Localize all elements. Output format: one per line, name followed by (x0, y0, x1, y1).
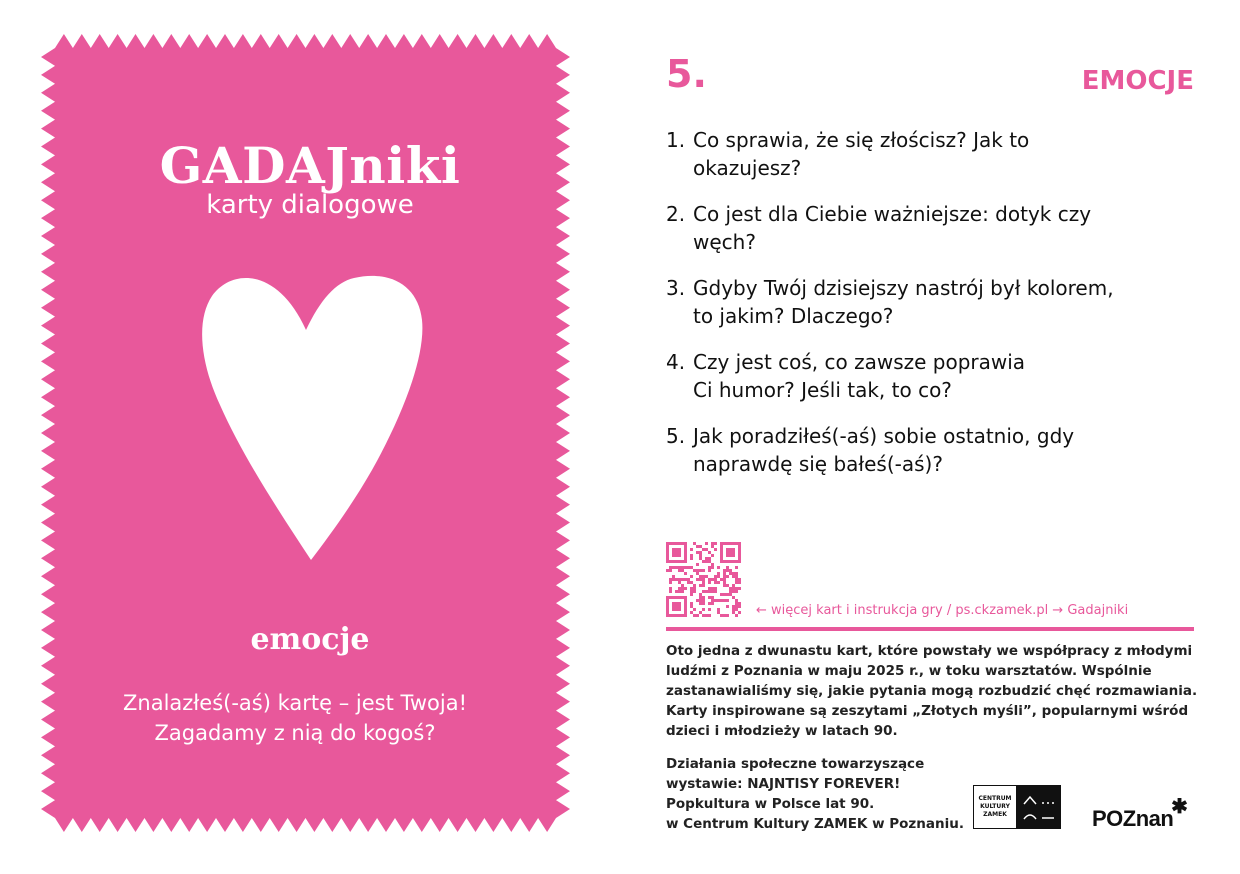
qr-module (732, 590, 735, 593)
qr-module (714, 578, 717, 581)
qr-module (675, 590, 678, 593)
qr-module (738, 581, 741, 584)
qr-module (690, 554, 693, 557)
qr-module (681, 584, 684, 587)
qr-module (702, 608, 705, 611)
qr-module (690, 548, 693, 551)
question-line: Czy jest coś, co zawsze poprawia (693, 350, 1026, 374)
qr-module (702, 575, 705, 578)
qr-module (684, 566, 687, 569)
question-line: Jak poradziłeś(-aś) sobie ostatnio, gdy (693, 424, 1075, 448)
qr-module (690, 557, 693, 560)
qr-module (699, 596, 702, 599)
qr-module (702, 569, 705, 572)
qr-module (726, 548, 735, 557)
qr-module (735, 599, 738, 602)
qr-module (720, 578, 723, 581)
exhibition-info (666, 754, 966, 834)
qr-module (714, 575, 717, 578)
qr-module (729, 569, 732, 572)
qr-module (732, 611, 735, 614)
qr-module (708, 569, 711, 572)
qr-module (672, 602, 681, 611)
qr-module (702, 560, 705, 563)
question-line: Gdyby Twój dzisiejszy nastrój był kolorem, (693, 276, 1114, 300)
qr-module (672, 578, 675, 581)
qr-module (705, 614, 708, 617)
qr-module (705, 542, 708, 545)
qr-module (711, 545, 714, 548)
qr-module (702, 596, 705, 599)
question-item (666, 126, 1206, 182)
card-subtitle: karty dialogowe (206, 190, 414, 220)
qr-module (735, 590, 738, 593)
card-title: GADAJniki (159, 136, 461, 195)
qr-module (681, 569, 684, 572)
card-number: 5. (666, 52, 707, 96)
question-number: 4. (666, 350, 686, 374)
qr-module (699, 554, 702, 557)
exhibition-line: Popkultura w Polsce lat 90. (666, 796, 875, 812)
qr-module (693, 587, 696, 590)
qr-module (723, 572, 726, 575)
qr-module (675, 566, 678, 569)
qr-module (690, 590, 693, 593)
qr-module (693, 542, 696, 545)
qr-module (702, 614, 705, 617)
qr-module (723, 569, 726, 572)
qr-module (699, 602, 702, 605)
qr-module (702, 581, 705, 584)
qr-module (672, 548, 681, 557)
qr-module (738, 602, 741, 605)
qr-module (717, 572, 720, 575)
qr-module (708, 578, 711, 581)
question-line: to jakim? Dlaczego? (693, 304, 894, 328)
qr-module (720, 593, 723, 596)
qr-module (696, 572, 699, 575)
qr-module (705, 560, 708, 563)
poznan-logo-text: POZnan (1092, 806, 1174, 831)
divider (666, 627, 1194, 631)
qr-module (708, 614, 711, 617)
qr-module (678, 569, 681, 572)
qr-module (708, 587, 711, 590)
category-heading: EMOCJE (1081, 66, 1194, 96)
qr-module (723, 614, 726, 617)
qr-module (669, 587, 672, 590)
qr-module (699, 545, 702, 548)
qr-module (705, 548, 708, 551)
qr-module (708, 602, 711, 605)
qr-module (717, 608, 720, 611)
qr-module (735, 572, 738, 575)
qr-module (735, 605, 738, 608)
qr-module (702, 578, 705, 581)
qr-module (717, 566, 720, 569)
question-item (666, 422, 1206, 478)
qr-module (735, 587, 738, 590)
qr-module (714, 542, 717, 545)
qr-module (711, 566, 714, 569)
qr-module (714, 581, 717, 584)
qr-module (723, 593, 726, 596)
description-line: dzieci i młodzieży w latach 90. (666, 723, 898, 739)
qr-module (693, 569, 696, 572)
qr-module (696, 563, 699, 566)
qr-module (708, 551, 711, 554)
qr-module (738, 578, 741, 581)
qr-module (708, 608, 711, 611)
qr-module (669, 569, 672, 572)
qr-module (717, 599, 720, 602)
qr-module (672, 566, 675, 569)
qr-module (735, 614, 738, 617)
qr-module (708, 581, 711, 584)
question-number: 5. (666, 424, 686, 448)
qr-module (684, 587, 687, 590)
qr-module (732, 587, 735, 590)
qr-module (726, 584, 729, 587)
qr-module (690, 593, 693, 596)
exhibition-line: Działania społeczne towarzyszące (666, 756, 925, 772)
qr-module (735, 602, 738, 605)
qr-module (681, 578, 684, 581)
qr-module (690, 566, 693, 569)
qr-module (714, 599, 717, 602)
qr-module (708, 560, 711, 563)
qr-module (690, 581, 693, 584)
qr-module (732, 572, 735, 575)
qr-module (678, 587, 681, 590)
qr-module (705, 575, 708, 578)
question-line: okazujesz? (693, 156, 802, 180)
qr-module (711, 596, 714, 599)
qr-module (669, 566, 672, 569)
qr-module (738, 587, 741, 590)
qr-module (735, 581, 738, 584)
qr-module (693, 590, 696, 593)
question-number: 3. (666, 276, 686, 300)
qr-module (693, 584, 696, 587)
qr-module (711, 587, 714, 590)
qr-module (675, 578, 678, 581)
qr-module (711, 542, 714, 545)
question-number: 2. (666, 202, 686, 226)
qr-module (708, 566, 711, 569)
qr-module (708, 557, 711, 560)
qr-module (714, 548, 717, 551)
qr-module (726, 566, 729, 569)
qr-module (738, 611, 741, 614)
qr-module (669, 578, 672, 581)
qr-module (666, 569, 669, 572)
qr-module (720, 614, 723, 617)
qr-module (672, 575, 675, 578)
description-line: zastanawialiśmy się, jakie pytania mogą rozbudzić chęć rozmawiania. (666, 683, 1198, 699)
qr-module (717, 611, 720, 614)
qr-module (699, 599, 702, 602)
qr-module (726, 593, 729, 596)
question-item (666, 200, 1206, 256)
qr-module (732, 596, 735, 599)
qr-module (705, 557, 708, 560)
qr-module (681, 590, 684, 593)
qr-module (711, 578, 714, 581)
qr-module (690, 587, 693, 590)
qr-module (723, 581, 726, 584)
qr-module (729, 593, 732, 596)
question-line: węch? (693, 230, 756, 254)
card-found-line: Zagadamy z nią do kogoś? (154, 721, 436, 745)
qr-module (684, 572, 687, 575)
qr-module (669, 590, 672, 593)
qr-module (735, 608, 738, 611)
qr-module (696, 614, 699, 617)
qr-module (708, 596, 711, 599)
qr-module (699, 551, 702, 554)
qr-module (699, 578, 702, 581)
qr-module (735, 578, 738, 581)
qr-module (726, 605, 729, 608)
qr-module (735, 575, 738, 578)
qr-module (732, 608, 735, 611)
qr-module (720, 599, 723, 602)
qr-module (696, 545, 699, 548)
qr-module (711, 554, 714, 557)
qr-module (711, 602, 714, 605)
qr-module (711, 590, 714, 593)
qr-module (687, 581, 690, 584)
qr-module (702, 599, 705, 602)
ckz-logo (973, 785, 1061, 829)
qr-module (717, 575, 720, 578)
ckz-logo-line: ZAMEK (983, 811, 1007, 818)
qr-module (678, 581, 681, 584)
qr-module (690, 611, 693, 614)
qr-module (693, 614, 696, 617)
qr-module (687, 566, 690, 569)
qr-module (681, 566, 684, 569)
question-number: 1. (666, 128, 686, 152)
qr-module (699, 569, 702, 572)
qr-module (699, 575, 702, 578)
qr-module (684, 578, 687, 581)
qr-module (729, 587, 732, 590)
qr-module (732, 575, 735, 578)
qr-module (702, 548, 705, 551)
question-item (666, 274, 1206, 330)
qr-module (726, 599, 729, 602)
qr-module (723, 584, 726, 587)
qr-module (723, 575, 726, 578)
qr-module (690, 602, 693, 605)
ckz-logo-line: CENTRUM (978, 795, 1012, 802)
qr-module (678, 566, 681, 569)
qr-code-icon[interactable] (666, 542, 744, 618)
qr-module (711, 599, 714, 602)
exhibition-line: wystawie: NAJNTISY FOREVER! (666, 776, 901, 792)
qr-module (705, 590, 708, 593)
ckz-logo-text (974, 786, 1016, 828)
star-icon: ✱ (1171, 796, 1188, 818)
question-list (666, 126, 1206, 496)
qr-module (732, 605, 735, 608)
qr-module (696, 569, 699, 572)
qr-module (726, 614, 729, 617)
qr-module (714, 587, 717, 590)
qr-module (699, 584, 702, 587)
qr-module (690, 605, 693, 608)
qr-module (696, 551, 699, 554)
ckz-logo-line: KULTURY (980, 803, 1010, 810)
description-line: ludźmi z Poznania w maju 2025 r., w toku warsztatów. Wspólnie (666, 663, 1152, 679)
castle-icon (1016, 786, 1060, 830)
qr-module (726, 575, 729, 578)
exhibition-line: w Centrum Kultury ZAMEK w Poznaniu. (666, 816, 964, 832)
question-line: naprawdę się bałeś(-aś)? (693, 452, 943, 476)
qr-module (717, 581, 720, 584)
qr-module (723, 599, 726, 602)
qr-module (714, 590, 717, 593)
description (666, 641, 1198, 741)
question-line: Ci humor? Jeśli tak, to co? (693, 378, 952, 402)
qr-module (690, 575, 693, 578)
qr-module (729, 572, 732, 575)
card-found-line: Znalazłeś(-aś) kartę – jest Twoja! (123, 691, 467, 715)
qr-module (681, 587, 684, 590)
qr-module (696, 599, 699, 602)
qr-module (699, 593, 702, 596)
qr-module (696, 578, 699, 581)
qr-module (678, 590, 681, 593)
qr-module (699, 611, 702, 614)
qr-module (702, 602, 705, 605)
qr-module (687, 578, 690, 581)
poznan-logo (1092, 796, 1188, 832)
qr-module (711, 563, 714, 566)
qr-module (699, 557, 702, 560)
question-item (666, 348, 1206, 404)
qr-module (702, 584, 705, 587)
qr-module (726, 569, 729, 572)
more-cards-link[interactable]: ← więcej kart i instrukcja gry / ps.ckzamek.pl → Gadajniki (756, 603, 1129, 618)
qr-module (678, 578, 681, 581)
qr-module (669, 581, 672, 584)
description-line: Karty inspirowane są zeszytami „Złotych myśli”, popularnymi wśród (666, 703, 1189, 719)
qr-module (738, 605, 741, 608)
qr-module (702, 590, 705, 593)
question-line: Co sprawia, że się złościsz? Jak to (693, 128, 1030, 152)
question-line: Co jest dla Ciebie ważniejsze: dotyk czy (693, 202, 1092, 226)
card-category: emocje (250, 622, 370, 657)
card-found-text (60, 688, 530, 748)
qr-module (693, 608, 696, 611)
qr-module (723, 578, 726, 581)
ckz-logo-mark (1016, 786, 1060, 828)
description-line: Oto jedna z dwunastu kart, które powstały we współpracy z młodymi (666, 643, 1193, 659)
qr-module (708, 590, 711, 593)
qr-module (729, 590, 732, 593)
qr-module (732, 584, 735, 587)
qr-module (735, 566, 738, 569)
